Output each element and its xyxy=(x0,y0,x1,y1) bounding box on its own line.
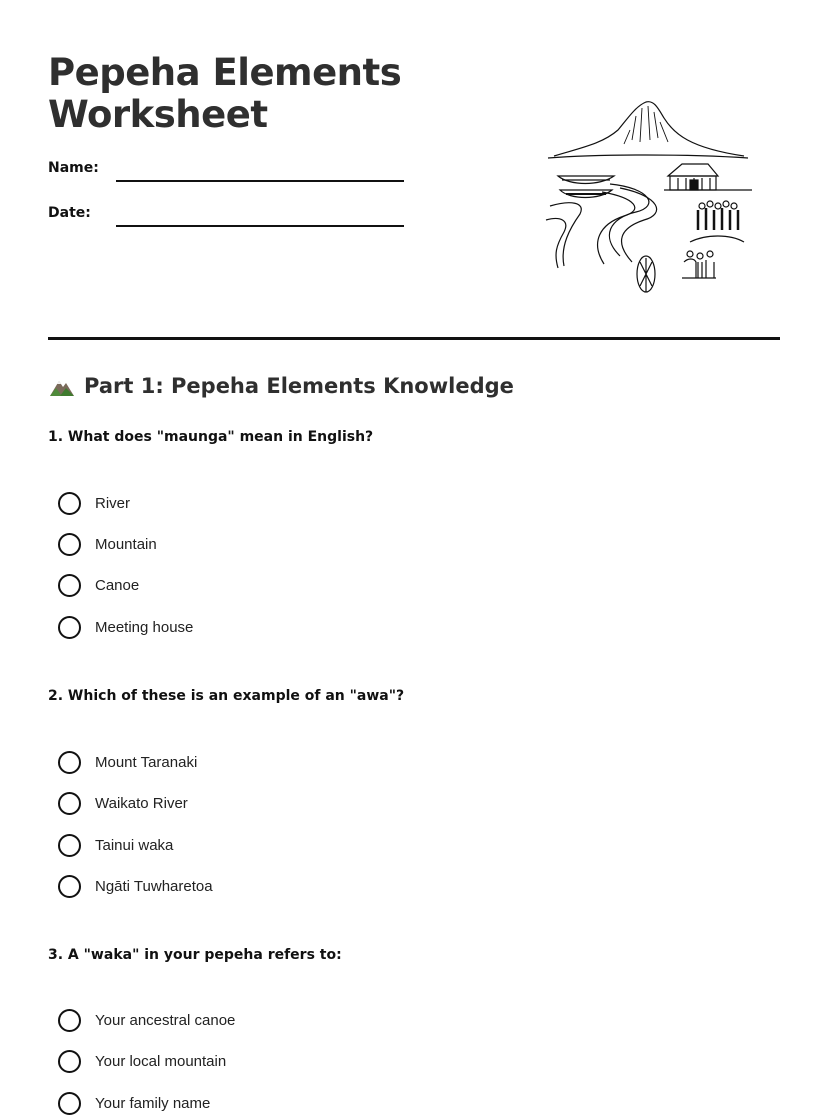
answer-option[interactable] xyxy=(58,1008,235,1032)
option-label: Meeting house xyxy=(95,618,194,636)
option-label: Your local mountain xyxy=(95,1052,227,1070)
name-input-line[interactable] xyxy=(116,180,404,182)
pepeha-illustration xyxy=(540,96,754,300)
answer-option[interactable] xyxy=(58,791,188,815)
river-drawing xyxy=(546,184,657,268)
option-label: Mount Taranaki xyxy=(95,753,198,771)
date-input-line[interactable] xyxy=(116,225,404,227)
radio-button[interactable] xyxy=(58,834,81,857)
option-label: Tainui waka xyxy=(95,836,174,854)
answer-option[interactable] xyxy=(58,573,139,597)
worksheet-title xyxy=(48,52,401,136)
name-label: Name: xyxy=(48,160,99,176)
option-label: Your ancestral canoe xyxy=(95,1011,236,1029)
people-group-drawing xyxy=(690,201,744,242)
option-label: Your family name xyxy=(95,1094,211,1112)
title-line-1: Pepeha Elements xyxy=(48,51,402,94)
option-label: River xyxy=(95,494,131,512)
waka-drawing xyxy=(558,176,614,198)
option-label: Waikato River xyxy=(95,794,188,812)
question-3: 3. A "waka" in your pepeha refers to: xyxy=(48,947,342,963)
radio-button[interactable] xyxy=(58,1050,81,1073)
radio-button[interactable] xyxy=(58,792,81,815)
question-1: 1. What does "maunga" mean in English? xyxy=(48,429,374,445)
meeting-house-drawing xyxy=(664,164,752,190)
radio-button[interactable] xyxy=(58,574,81,597)
answer-option[interactable] xyxy=(58,750,197,774)
question-2: 2. Which of these is an example of an "awa"? xyxy=(48,688,405,704)
date-field xyxy=(48,205,408,229)
option-label: Mountain xyxy=(95,535,157,553)
part-1-title: Part 1: Pepeha Elements Knowledge xyxy=(84,374,514,398)
radio-button[interactable] xyxy=(58,616,81,639)
radio-button[interactable] xyxy=(58,492,81,515)
carving-drawing xyxy=(637,256,655,292)
answer-option[interactable] xyxy=(58,1091,210,1115)
radio-button[interactable] xyxy=(58,1009,81,1032)
date-label: Date: xyxy=(48,205,91,221)
answer-option[interactable] xyxy=(58,615,193,639)
radio-button[interactable] xyxy=(58,1092,81,1115)
section-divider xyxy=(48,337,780,340)
answer-option[interactable] xyxy=(58,491,130,515)
answer-option[interactable] xyxy=(58,833,173,857)
option-label: Ngāti Tuwharetoa xyxy=(95,877,213,895)
family-drawing xyxy=(682,251,716,278)
mountain-drawing xyxy=(548,102,748,158)
option-label: Canoe xyxy=(95,576,140,594)
mountain-icon xyxy=(48,375,76,397)
radio-button[interactable] xyxy=(58,751,81,774)
part-1-heading xyxy=(48,374,514,398)
name-field xyxy=(48,160,408,184)
answer-option[interactable] xyxy=(58,874,213,898)
answer-option[interactable] xyxy=(58,532,157,556)
radio-button[interactable] xyxy=(58,875,81,898)
answer-option[interactable] xyxy=(58,1049,226,1073)
radio-button[interactable] xyxy=(58,533,81,556)
title-line-2: Worksheet xyxy=(48,93,268,136)
